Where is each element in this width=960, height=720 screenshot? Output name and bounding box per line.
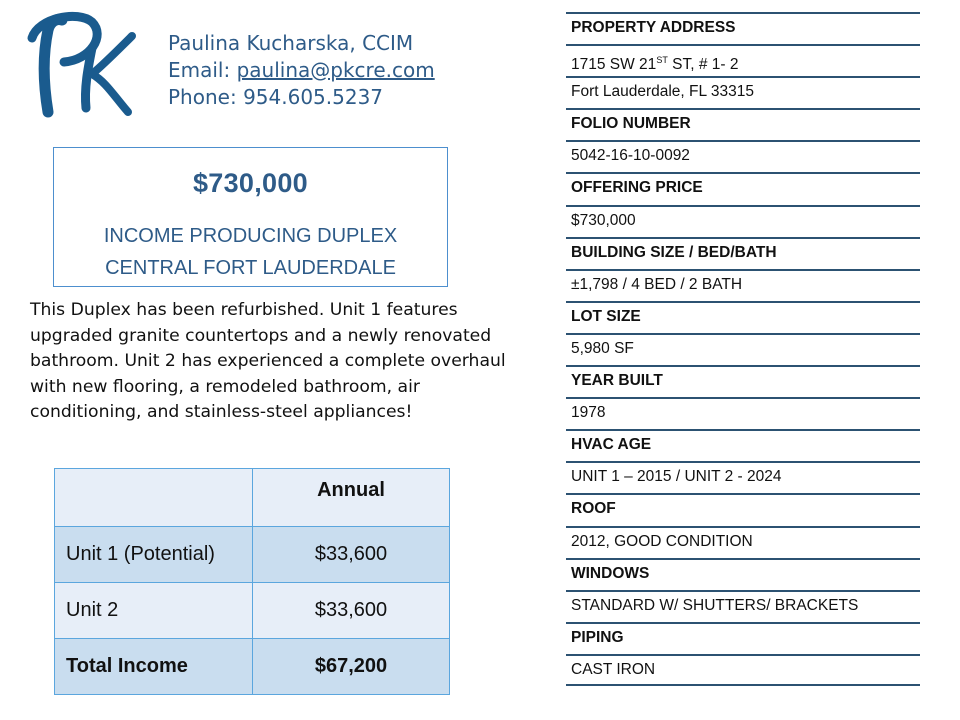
phone-label: Phone: — [168, 85, 244, 109]
folio-label: FOLIO NUMBER — [566, 108, 920, 140]
offering-price-label: OFFERING PRICE — [566, 172, 920, 204]
roof-value: 2012, GOOD CONDITION — [566, 526, 920, 558]
income-header-annual: Annual — [253, 469, 450, 527]
offering-price-value: $730,000 — [566, 205, 920, 237]
year-built-label: YEAR BUILT — [566, 365, 920, 397]
income-row — [55, 527, 450, 583]
windows-value: STANDARD W/ SHUTTERS/ BRACKETS — [566, 590, 920, 622]
income-table — [54, 468, 450, 695]
income-total-row — [55, 639, 450, 695]
address-line-1-pre: 1715 SW 21 — [571, 56, 657, 74]
headline-line-2: CENTRAL FORT LAUDERDALE — [105, 257, 396, 279]
income-total-value: $67,200 — [253, 639, 450, 695]
address-line-1-sup: ST — [656, 55, 668, 66]
address-line-1-post: ST, # 1- 2 — [667, 56, 739, 74]
address-line-1 — [566, 44, 920, 76]
folio-value: 5042-16-10-0092 — [566, 140, 920, 172]
hvac-age-value: UNIT 1 – 2015 / UNIT 2 - 2024 — [566, 461, 920, 493]
income-header-row — [55, 469, 450, 527]
income-row-value: $33,600 — [253, 583, 450, 639]
email-row — [168, 57, 435, 84]
headline-line-1: INCOME PRODUCING DUPLEX — [103, 225, 398, 247]
address-line-2: Fort Lauderdale, FL 33315 — [566, 76, 920, 108]
phone-number: 954.605.5237 — [243, 85, 384, 109]
building-size-value: ±1,798 / 4 BED / 2 BATH — [566, 269, 920, 301]
windows-label: WINDOWS — [566, 558, 920, 590]
income-row-label: Unit 1 (Potential) — [55, 527, 253, 583]
income-header-blank — [55, 469, 253, 527]
building-size-label: BUILDING SIZE / BED/BATH — [566, 237, 920, 269]
income-total-label: Total Income — [55, 639, 253, 695]
property-details-table — [566, 12, 920, 686]
headline-box — [53, 147, 448, 287]
piping-value: CAST IRON — [566, 654, 920, 686]
email-link[interactable]: paulina@pkcre.com — [236, 58, 435, 82]
property-description: This Duplex has been refurbished. Unit 1 features upgraded granite countertops and a newly renovated bathroom. Unit 2 has experienced a complete overhaul with new flooring, a remodeled bathroom, air conditioning, and stainless-steel appliances! — [30, 300, 506, 422]
email-label: Email: — [168, 58, 237, 82]
property-address-label: PROPERTY ADDRESS — [566, 12, 920, 44]
hvac-age-label: HVAC AGE — [566, 429, 920, 461]
lot-size-value: 5,980 SF — [566, 333, 920, 365]
headline-price: $730,000 — [192, 168, 308, 198]
pk-monogram-icon — [18, 8, 142, 120]
phone-row — [168, 84, 435, 111]
year-built-value: 1978 — [566, 397, 920, 429]
income-row-label: Unit 2 — [55, 583, 253, 639]
agent-name: Paulina Kucharska, CCIM — [168, 31, 414, 55]
piping-label: PIPING — [566, 622, 920, 654]
income-row-value: $33,600 — [253, 527, 450, 583]
roof-label: ROOF — [566, 493, 920, 525]
income-row — [55, 583, 450, 639]
contact-block — [168, 30, 435, 111]
lot-size-label: LOT SIZE — [566, 301, 920, 333]
pk-logo — [18, 8, 142, 120]
